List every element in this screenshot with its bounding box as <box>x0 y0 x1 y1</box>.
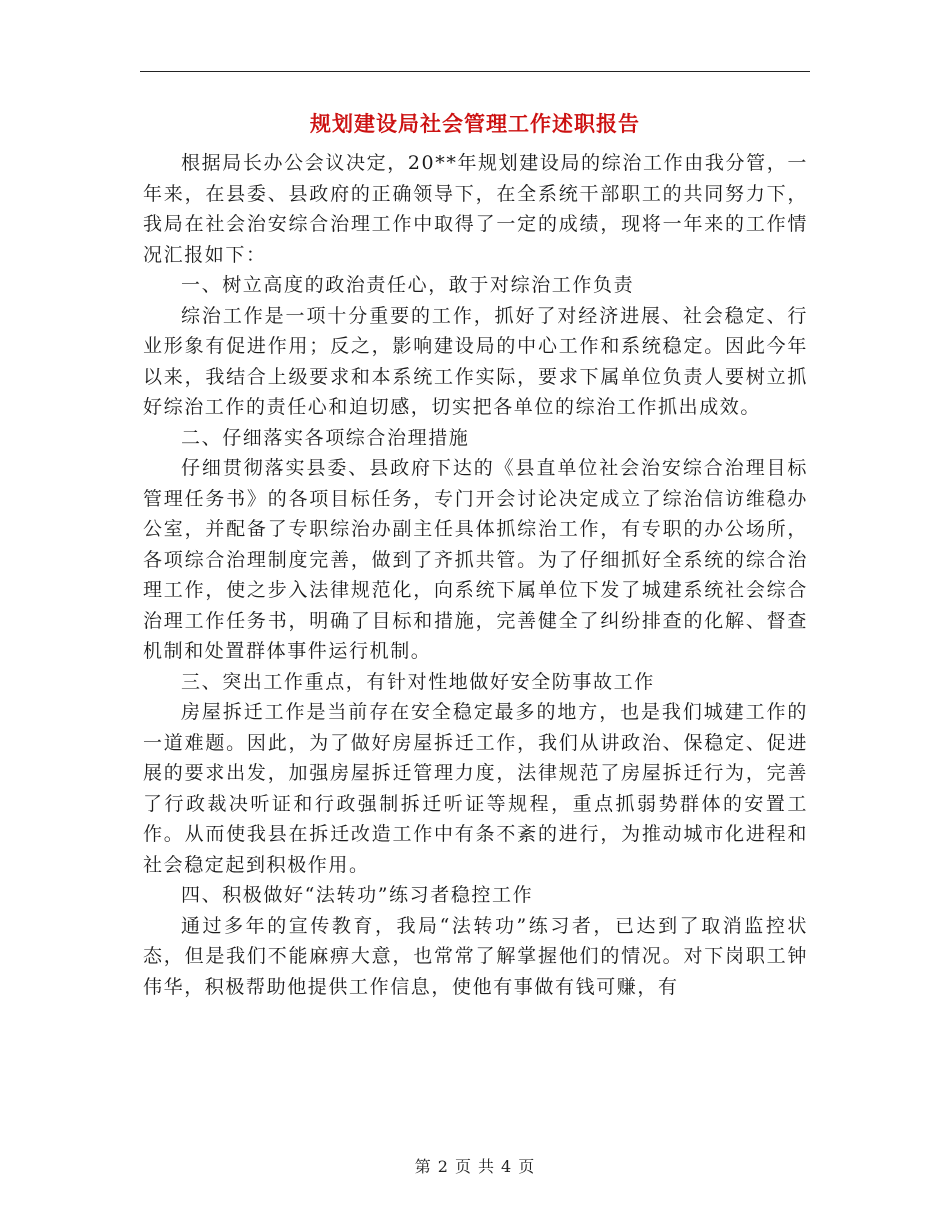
paragraph-section-3: 房屋拆迁工作是当前存在安全稳定最多的地方，也是我们城建工作的一道难题。因此，为了做好房屋拆迁工作，我们从讲政治、保稳定、促进展的要求出发，加强房屋拆迁管理力度，法律规范了房屋拆迁行为，完善了行政裁决听证和行政强制拆迁听证等规程，重点抓弱势群体的安置工作。从而使我县在拆迁改造工作中有条不紊的进行，为推动城市化进程和社会稳定起到积极作用。 <box>143 701 808 876</box>
footer-prefix: 第 <box>414 1157 432 1176</box>
document-body <box>143 148 808 1002</box>
paragraph-section-2: 仔细贯彻落实县委、县政府下达的《县直单位社会治安综合治理目标管理任务书》的各项目标任务，专门开会讨论决定成立了综治信访维稳办公室，并配备了专职综治办副主任具体抓综治工作，有专职的办公场所，各项综合治理制度完善，做到了齐抓共管。为了仔细抓好全系统的综合治理工作，使之步入法律规范化，向系统下属单位下发了城建系统社会综合治理工作任务书，明确了目标和措施，完善健全了纠纷排查的化解、督查机制和处置群体事件运行机制。 <box>143 457 808 662</box>
paragraph-section-4: 通过多年的宣传教育，我局“法转功”练习者，已达到了取消监控状态，但是我们不能麻痹大意，也常常了解掌握他们的情况。对下岗职工钟伟华，积极帮助他提供工作信息，使他有事做有钱可赚，有 <box>143 914 808 998</box>
section-heading-2: 二、仔细落实各项综合治理措施 <box>181 426 470 449</box>
paragraph-section-1: 综治工作是一项十分重要的工作，抓好了对经济进展、社会稳定、行业形象有促进作用；反之，影响建设局的中心工作和系统稳定。因此今年以来，我结合上级要求和本系统工作实际，要求下属单位负责人要树立抓好综治工作的责任心和迫切感，切实把各单位的综治工作抓出成效。 <box>143 304 808 418</box>
section-heading-3: 三、突出工作重点，有针对性地做好安全防事故工作 <box>181 670 655 693</box>
page-footer <box>0 1154 950 1177</box>
footer-suffix: 页 <box>518 1157 536 1176</box>
footer-total-word: 共 <box>478 1157 496 1176</box>
section-heading-1: 一、树立高度的政治责任心，敢于对综治工作负责 <box>181 274 635 296</box>
footer-total-pages: 4 <box>501 1157 513 1176</box>
header-rule <box>140 71 810 72</box>
section-heading-4: 四、积极做好“法转功”练习者稳控工作 <box>181 884 534 906</box>
paragraph-intro: 根据局长办公会议决定，20**年规划建设局的综治工作由我分管，一年来，在县委、县政府的正确领导下，在全系统干部职工的共同努力下，我局在社会治安综合治理工作中取得了一定的成绩，现将一年来的工作情况汇报如下： <box>143 152 808 266</box>
footer-current-page: 2 <box>437 1157 449 1176</box>
document-title: 规划建设局社会管理工作述职报告 <box>310 111 640 136</box>
footer-page-word: 页 <box>454 1157 472 1176</box>
